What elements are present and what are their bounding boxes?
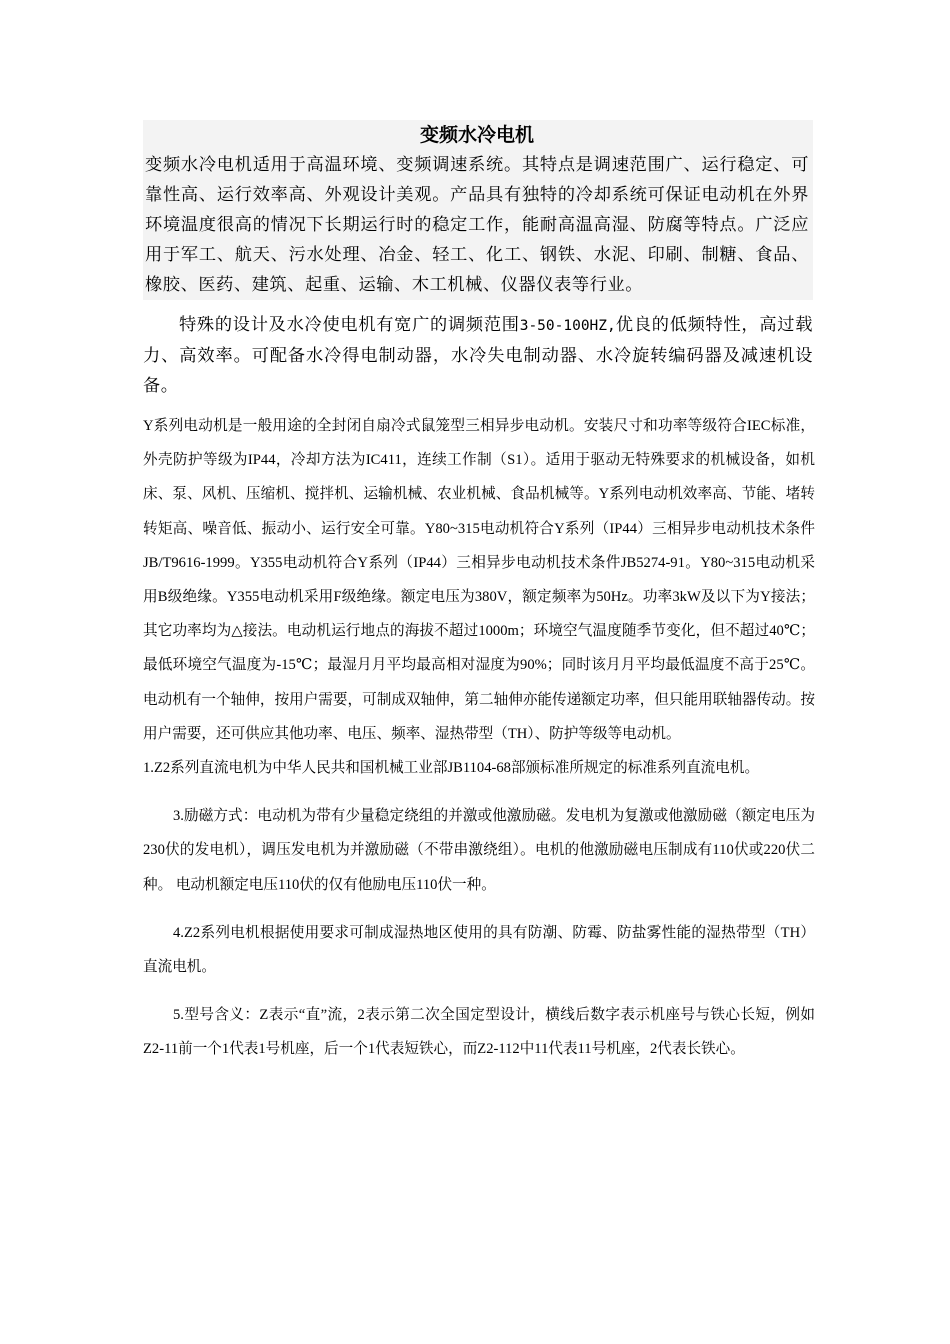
document-page: [143, 120, 819, 1067]
page-title: 变频水冷电机: [419, 124, 534, 146]
z2-item-4: 4.Z2系列电机根据使用要求可制成湿热地区使用的具有防潮、防霉、防盐雾性能的湿热带型（TH）直流电机。: [143, 924, 815, 976]
z2-item-5: 5.型号含义：Z表示“直”流，2表示第二次全国定型设计，横线后数字表示机座号与铁心长短，例如Z2-11前一个1代表1号机座，后一个1代表短铁心，而Z2-112中11代表11号机座，2代表长铁心。: [143, 1007, 815, 1058]
frequency-range: 3-50-100HZ,: [519, 318, 616, 334]
intro-paragraph: 变频水冷电机适用于高温环境、变频调速系统。其特点是调速范围广、运行稳定、可靠性高、运行效率高、外观设计美观。产品具有独特的冷却系统可保证电动机在外界环境温度很高的情况下长期运行时的稳定工作，能耐高温高湿、防腐等特点。广泛应用于军工、航天、污水处理、冶金、轻工、化工、钢铁、水泥、印刷、制糖、食品、橡胶、医药、建筑、起重、运输、木工机械、仪器仪表等行业。: [145, 155, 809, 295]
features-text-before: 特殊的设计及水冷使电机有宽广的调频范围: [179, 315, 520, 335]
z2-item-1: 1.Z2系列直流电机为中华人民共和国机械工业部JB1104-68部颁标准所规定的标准系列直流电机。: [143, 760, 760, 777]
y-series-paragraph: Y系列电动机是一般用途的全封闭自扇冷式鼠笼型三相异步电动机。安装尺寸和功率等级符合IEC标准，外壳防护等级为IP44，冷却方法为IC411，连续工作制（S1）。适用于驱动无特殊要求的机械设备，如机床、泵、风机、压缩机、搅拌机、运输机械、农业机械、食品机械等。Y系列电动机效率高、节能、堵转转矩高、噪音低、振动小、运行安全可靠。Y80~315电动机符合Y系列（IP44）三相异步电动机技术条件JB/T9616-1999。Y355电动机符合Y系列（IP44）三相异步电动机技术条件JB5274-91。Y80~315电动机采用B级绝缘。Y355电动机采用F级绝缘。额定电压为380V，额定频率为50Hz。功率3kW及以下为Y接法；其它功率均为△接法。电动机运行地点的海拔不超过1000m；环境空气温度随季节变化，但不超过40℃；最低环境空气温度为-15℃；最湿月月平均最高相对湿度为90%；同时该月月平均最低温度不高于25℃。电动机有一个轴伸，按用户需要，可制成双轴伸，第二轴伸亦能传递额定功率，但只能用联轴器传动。按用户需要，还可供应其他功率、电压、频率、湿热带型（TH）、防护等级等电动机。: [143, 418, 815, 742]
features-paragraph: [143, 310, 813, 401]
z2-item-3: 3.励磁方式：电动机为带有少量稳定绕组的并激或他激励磁。发电机为复激或他激励磁（额定电压为230伏的发电机），调压发电机为并激励磁（不带串激绕组）。电机的他激励磁电压制成有110伏或220伏二种。 电动机额定电压110伏的仅有他励电压110伏一种。: [143, 808, 815, 893]
intro-section: [143, 120, 813, 300]
features-text-after: 优良的低频特性，高过载力、高效率。可配备水冷得电制动器，水冷失电制动器、水冷旋转编码器及减速机设备。: [143, 315, 814, 396]
